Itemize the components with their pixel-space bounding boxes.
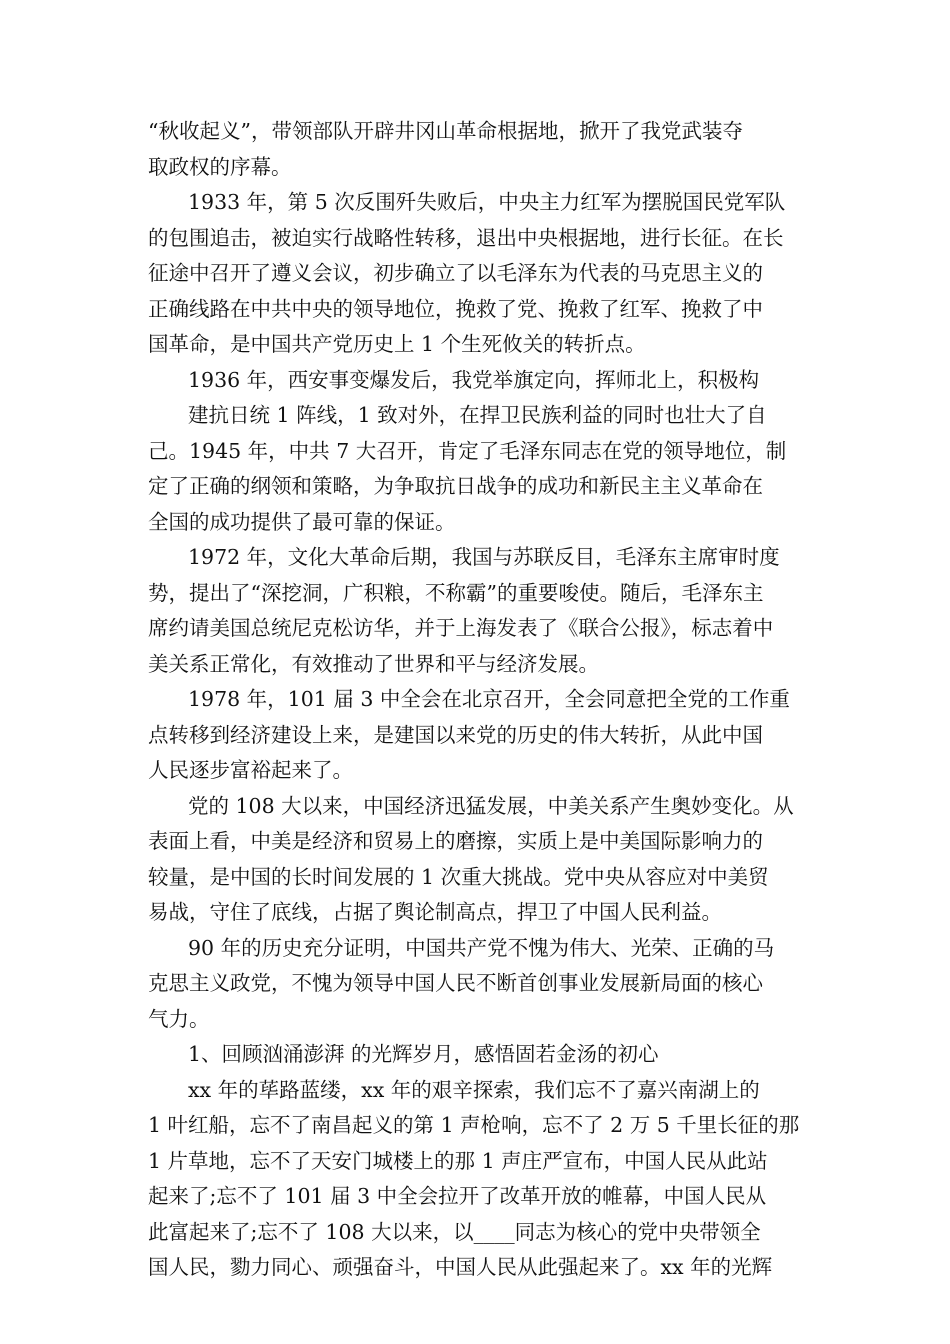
- section-heading: 1、回顾汹涌澎湃 的光辉岁月，感悟固若金汤的初心: [188, 1042, 659, 1066]
- text-line: 1972 年，文化大革命后期，我国与苏联反目，毛泽东主席审时度: [188, 545, 780, 569]
- text-line: 1 叶红船，忘不了南昌起义的第 1 声枪响，忘不了 2 万 5 千里长征的那: [148, 1113, 800, 1137]
- text-line: 定了正确的纲领和策略，为争取抗日战争的成功和新民主主义革命在: [148, 474, 763, 498]
- text-line: 国人民，勠力同心、顽强奋斗，中国人民从此强起来了。xx 年的光辉: [148, 1255, 773, 1279]
- text-line: xx 年的荜路蓝缕，xx 年的艰辛探索，我们忘不了嘉兴南湖上的: [188, 1078, 760, 1102]
- text-line: 取政权的序幕。: [148, 155, 292, 179]
- text-line: 的包围追击，被迫实行战略性转移，退出中央根据地，进行长征。在长: [148, 226, 784, 250]
- text-line: 90 年的历史充分证明，中国共产党不愧为伟大、光荣、正确的马: [188, 936, 775, 960]
- text-line: “秋收起义”，带领部队开辟井冈山革命根据地，掀开了我党武装夺: [148, 119, 743, 143]
- text-line: 起来了;忘不了 101 届 3 中全会拉开了改革开放的帷幕，中国人民从: [148, 1184, 767, 1208]
- text-line: 势，提出了“深挖洞，广积粮，不称霸”的重要唆使。随后，毛泽东主: [148, 581, 764, 605]
- text-line: 建抗日统 1 阵线，1 致对外，在捍卫民族利益的同时也壮大了自: [188, 403, 767, 427]
- text-line: 较量，是中国的长时间发展的 1 次重大挑战。党中央从容应对中美贸: [148, 865, 769, 889]
- text-line: 克思主义政党，不愧为领导中国人民不断首创事业发展新局面的核心: [148, 971, 763, 995]
- text-line: 美关系正常化，有效推动了世界和平与经济发展。: [148, 652, 599, 676]
- text-line: 己。1945 年，中共 7 大召开，肯定了毛泽东同志在党的领导地位，制: [148, 439, 787, 463]
- text-line: 表面上看，中美是经济和贸易上的磨擦，实质上是中美国际影响力的: [148, 829, 763, 853]
- text-line: 易战，守住了底线，占据了舆论制高点，捍卫了中国人民利益。: [148, 900, 722, 924]
- text-line: 党的 108 大以来，中国经济迅猛发展，中美关系产生奥妙变化。从: [188, 794, 794, 818]
- text-line: 1978 年，101 届 3 中全会在北京召开，全会同意把全党的工作重: [188, 687, 790, 711]
- text-line: 1 片草地，忘不了天安门城楼上的那 1 声庄严宣布，中国人民从此站: [148, 1149, 768, 1173]
- text-line: 国革命，是中国共产党历史上 1 个生死攸关的转折点。: [148, 332, 646, 356]
- text-line: 1933 年，第 5 次反围歼失败后，中央主力红军为摆脱国民党军队: [188, 190, 786, 214]
- text-line: 席约请美国总统尼克松访华，并于上海发表了《联合公报》，标志着中: [148, 616, 774, 640]
- text-line: 点转移到经济建设上来，是建国以来党的历史的伟大转折，从此中国: [148, 723, 763, 747]
- text-line: 1936 年，西安事变爆发后，我党举旗定向，挥师北上，积极构: [188, 368, 760, 392]
- text-line: 正确线路在中共中央的领导地位，挽救了党、挽救了红军、挽救了中: [148, 297, 763, 321]
- text-line: 此富起来了;忘不了 108 大以来，以____同志为核心的党中央带领全: [148, 1220, 761, 1244]
- text-line: 全国的成功提供了最可靠的保证。: [148, 510, 456, 534]
- text-line: 人民逐步富裕起来了。: [148, 758, 353, 782]
- text-line: 气力。: [148, 1007, 210, 1031]
- text-line: 征途中召开了遵义会议，初步确立了以毛泽东为代表的马克思主义的: [148, 261, 763, 285]
